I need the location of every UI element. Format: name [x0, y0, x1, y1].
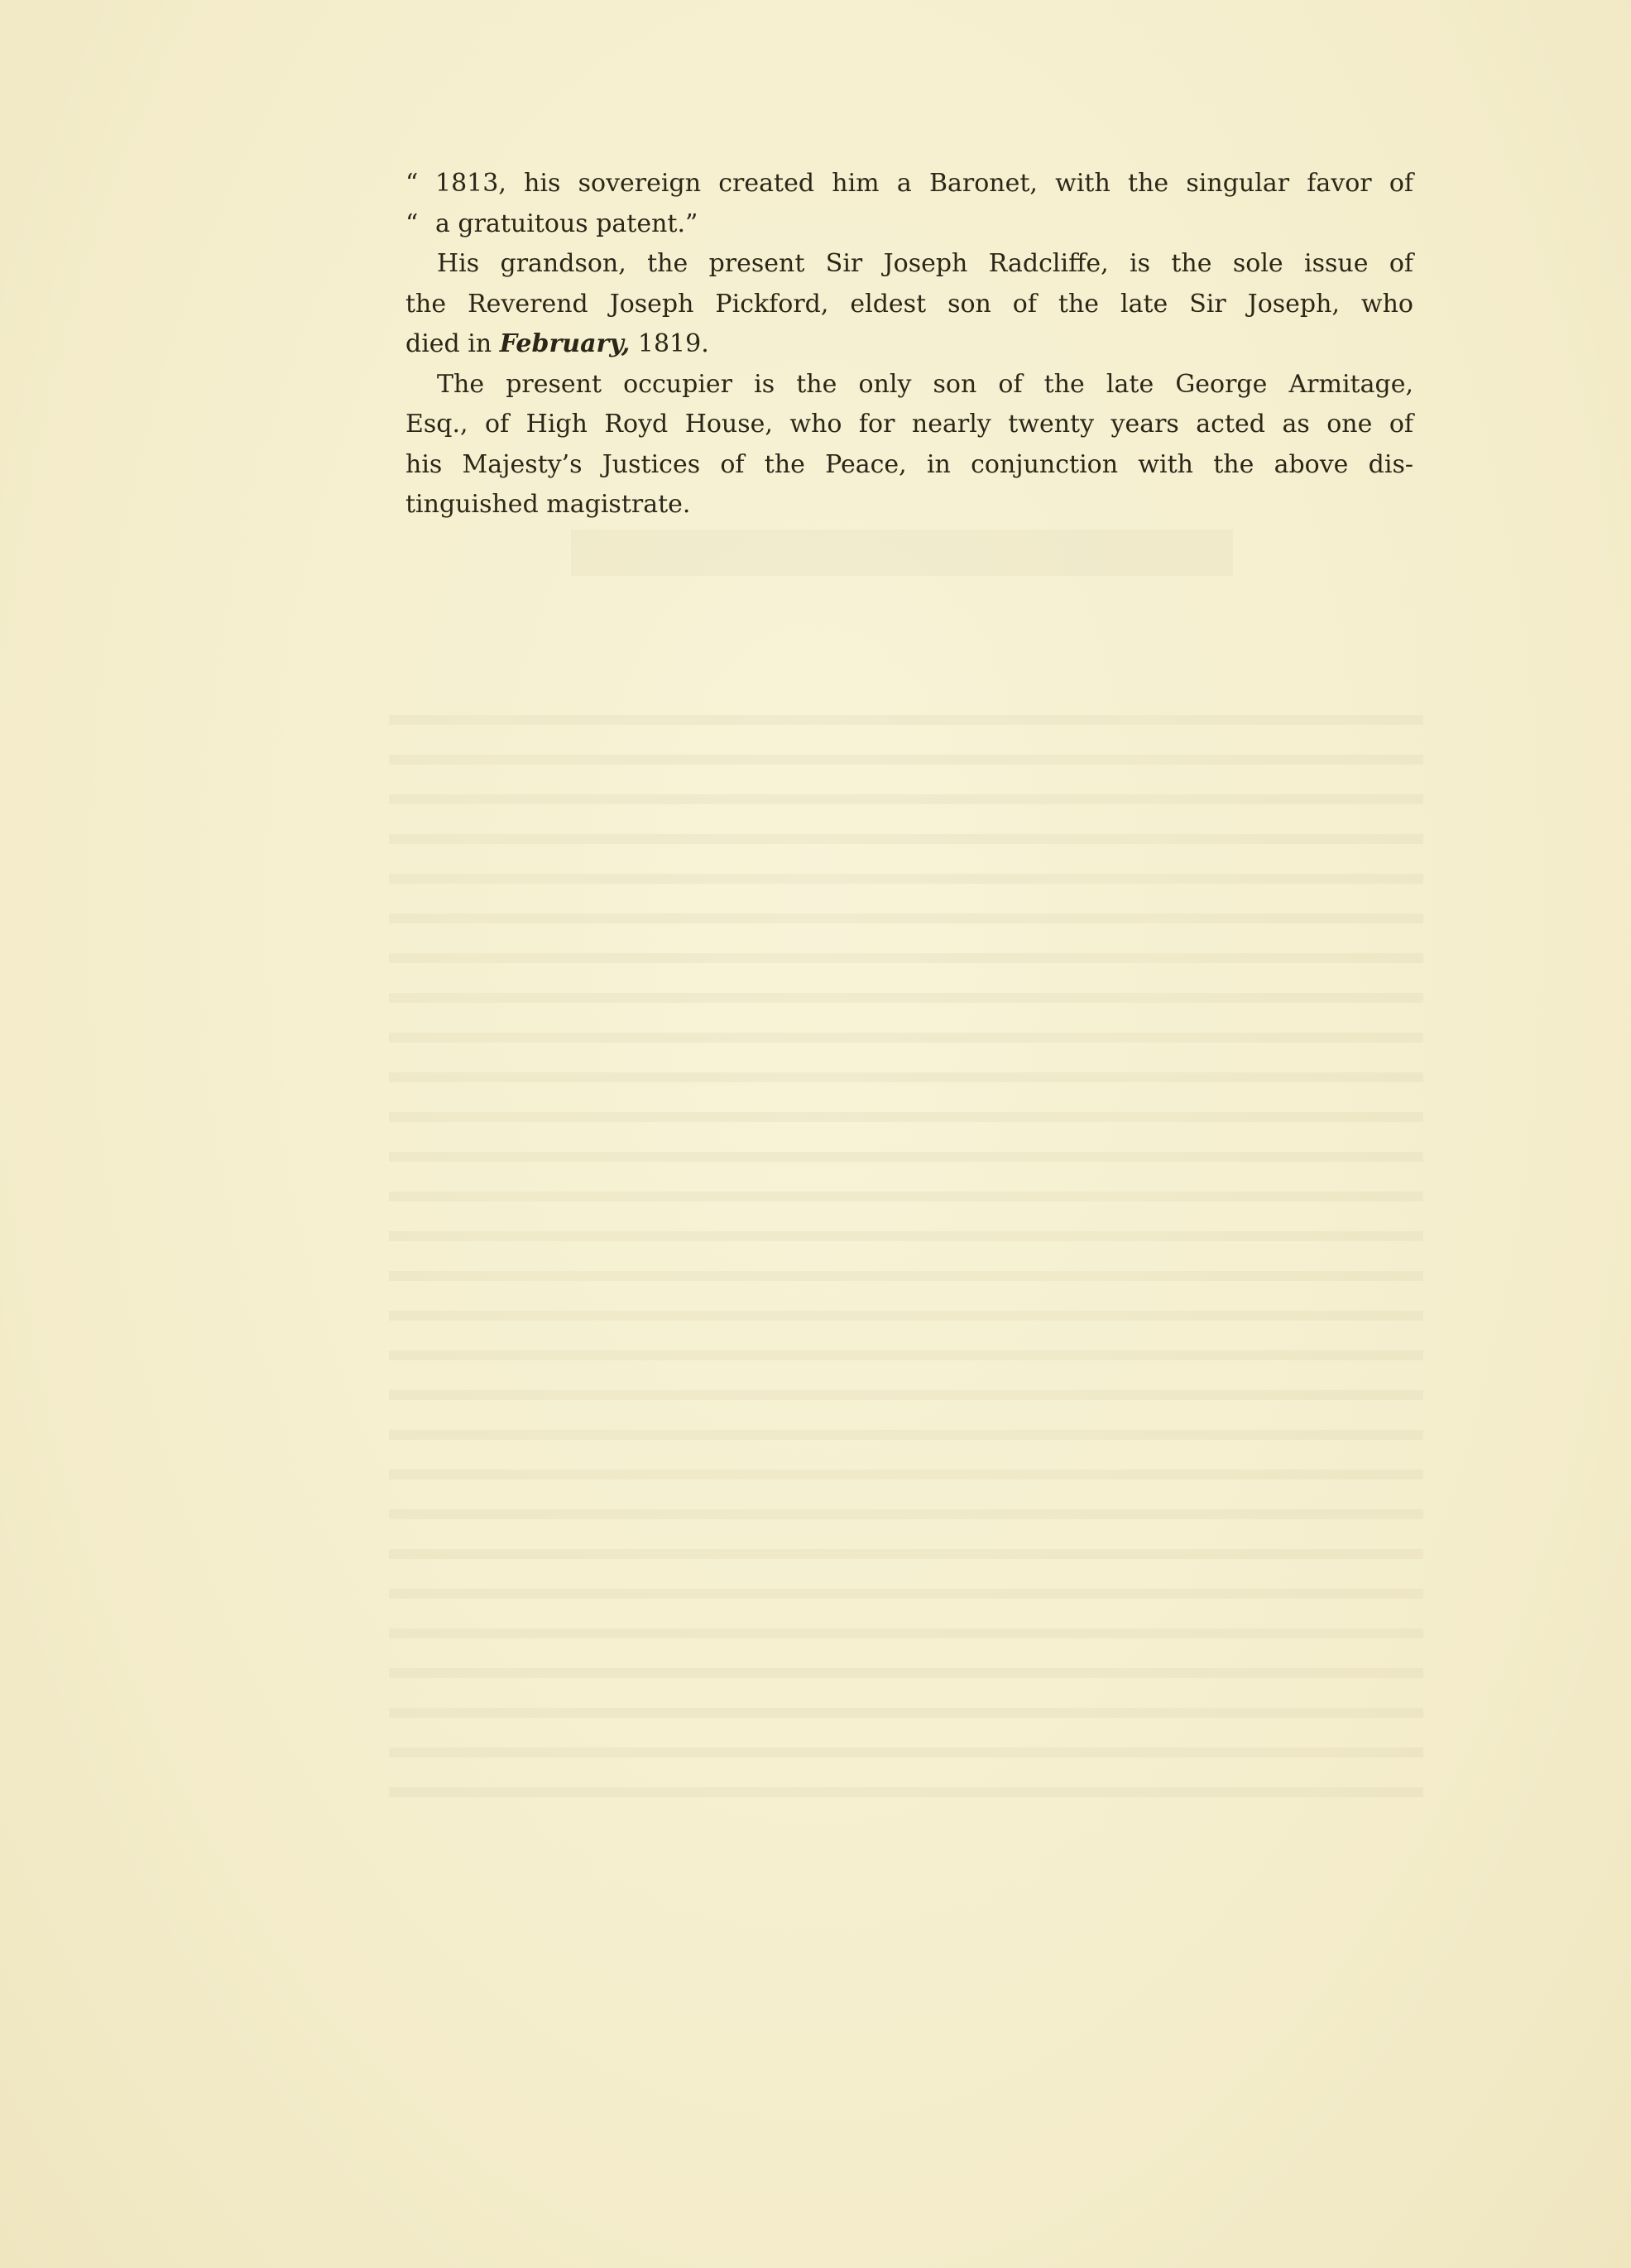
text-line: the Reverend Joseph Pickford, eldest son of the late Sir Joseph, who — [405, 289, 1413, 319]
text-line: Esq., of High Royd House, who for nearly twenty years acted as one of — [405, 410, 1413, 439]
bleed-through-text — [389, 695, 1423, 1820]
text-line — [405, 324, 1413, 365]
quote-mark: “ — [405, 209, 419, 238]
line-text: 1819. — [630, 329, 709, 358]
text-line — [405, 164, 1413, 204]
text-line: His grandson, the present Sir Joseph Radcliffe, is the sole issue of — [437, 249, 1413, 278]
text-line: tinguished magistrate. — [405, 490, 691, 519]
body-text — [405, 164, 1413, 525]
text-line — [405, 204, 1413, 245]
paragraph-occupier — [405, 365, 1413, 525]
text-line: The present occupier is the only son of the late George Armitage, — [437, 369, 1413, 399]
paragraph-quote — [405, 164, 1413, 244]
quote-mark: “ — [405, 169, 419, 198]
line-text: a gratuitous patent.” — [435, 209, 698, 238]
paragraph-grandson — [405, 244, 1413, 365]
text-line: his Majesty’s Justices of the Peace, in conjunction with the above dis- — [405, 449, 1413, 479]
line-text: 1813, his sovereign created him a Baronet, with the singular favor of — [435, 169, 1413, 198]
line-text: died in — [405, 329, 500, 358]
italic-date: February, — [499, 329, 631, 358]
bleed-through-title — [571, 530, 1233, 576]
